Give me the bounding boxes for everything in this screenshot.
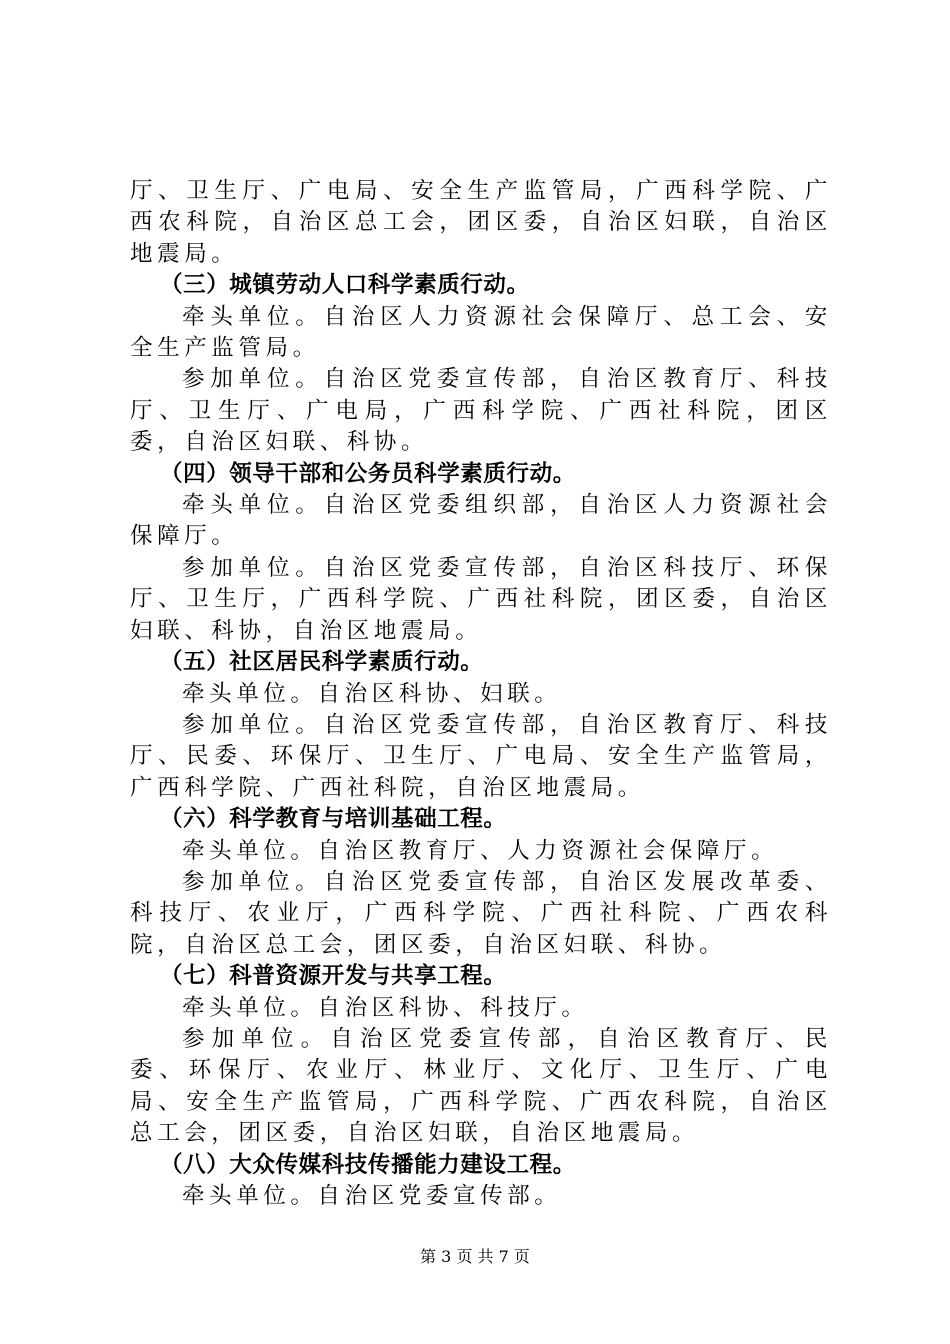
lead-units-3: 牵头单位。自治区人力资源社会保障厅、总工会、安全生产监管局。 — [130, 303, 832, 362]
lead-units-8: 牵头单位。自治区党委宣传部。 — [182, 1183, 562, 1209]
lead-units-6: 牵头单位。自治区教育厅、人力资源社会保障厅。 — [182, 837, 779, 864]
participating-units-5: 参加单位。自治区党委宣传部，自治区教育厅、科技厅、民委、环保厅、卫生厅、广电局、安全生产监管局，广西科学院、广西社科院，自治区地震局。 — [130, 711, 832, 801]
lead-units-5: 牵头单位。自治区科协、妇联。 — [182, 680, 562, 707]
paragraph-continuation: 厅、卫生厅、广电局、安全生产监管局，广西科学院、广西农科院，自治区总工会，团区委，自治区妇联，自治区地震局。 — [130, 178, 832, 267]
section-heading-6: （六）科学教育与培训基础工程。 — [160, 806, 507, 833]
section-heading-3: （三）城镇劳动人口科学素质行动。 — [160, 272, 530, 299]
participating-units-6: 参加单位。自治区党委宣传部，自治区发展改革委、科技厅、农业厅，广西科学院、广西社科院、广西农科院，自治区总工会，团区委，自治区妇联、科协。 — [130, 868, 832, 958]
lead-units-4: 牵头单位。自治区党委组织部，自治区人力资源社会保障厅。 — [130, 492, 832, 550]
lead-units-7: 牵头单位。自治区科协、科技厅。 — [182, 994, 589, 1021]
document-body — [130, 176, 832, 1212]
page-number-footer: 第 3 页 共 7 页 — [420, 1247, 530, 1266]
section-heading-4: （四）领导干部和公务员科学素质行动。 — [160, 460, 576, 487]
section-heading-5: （五）社区居民科学素质行动。 — [160, 649, 484, 676]
section-heading-7: （七）科普资源开发与共享工程。 — [160, 963, 507, 990]
participating-units-3: 参加单位。自治区党委宣传部，自治区教育厅、科技厅、卫生厅、广电局，广西科学院、广西社科院，团区委，自治区妇联、科协。 — [130, 366, 832, 456]
participating-units-4: 参加单位。自治区党委宣传部，自治区科技厅、环保厅、卫生厅，广西科学院、广西社科院，团区委，自治区妇联、科协，自治区地震局。 — [130, 554, 832, 644]
section-heading-8: （八）大众传媒科技传播能力建设工程。 — [160, 1151, 576, 1178]
participating-units-7: 参加单位。自治区党委宣传部，自治区教育厅、民委、环保厅、农业厅、林业厅、文化厅、卫生厅、广电局、安全生产监管局，广西科学院、广西农科院，自治区总工会，团区委，自治区妇联，自治区地震局。 — [130, 1025, 832, 1147]
